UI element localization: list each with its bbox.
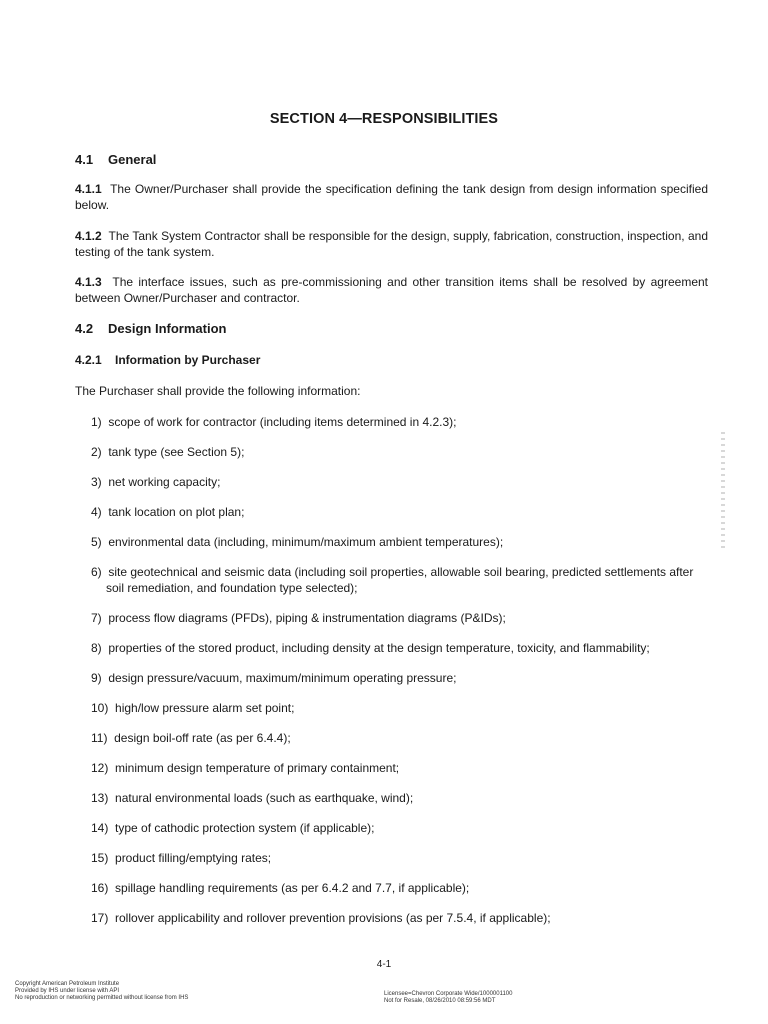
section-title: SECTION 4—RESPONSIBILITIES [269,111,499,127]
heading-4-1 [75,152,156,167]
paragraph-text: The Tank System Contractor shall be responsible for the design, supply, fabrication, construction, inspection, and testing of the tank system. [75,229,709,259]
list-item: 14) type of cathodic protection system (if applicable); [91,821,375,835]
list-item: 15) product filling/emptying rates; [91,851,272,865]
list-item: 6) site geotechnical and seismic data (including soil properties, allowable soil bearing, predicted settlements after soil remediation, and foundation type selected); [91,565,694,595]
list-item: 1) scope of work for contractor (including items determined in 4.2.3); [91,415,457,429]
paragraph-number: 4.1.2 [75,229,102,243]
list-item: 2) tank type (see Section 5); [91,445,245,459]
heading-4-2 [75,321,226,336]
list-item: 8) properties of the stored product, including density at the design temperature, toxicity, and flammability; [91,641,650,655]
list-item: 16) spillage handling requirements (as per 6.4.2 and 7.7, if applicable); [91,881,470,895]
paragraph-text: The Owner/Purchaser shall provide the specification defining the tank design from design information specified below. [75,182,708,212]
heading-number: 4.2 [75,321,94,336]
paragraph-4-1-2 [75,228,708,260]
list-item: 13) natural environmental loads (such as earthquake, wind); [91,791,414,805]
heading-text: Information by Purchaser [115,353,261,367]
paragraph-4-1-1 [75,181,708,213]
heading-4-2-1 [75,353,260,367]
heading-text: Design Information [108,321,227,336]
list-item: 11) design boil-off rate (as per 6.4.4); [91,731,291,745]
page-number: 4-1 [376,959,392,970]
list-item: 7) process flow diagrams (PFDs), piping & instrumentation diagrams (P&IDs); [91,611,506,625]
paragraph-4-1-3 [75,274,708,306]
heading-number: 4.2.1 [75,353,102,367]
paragraph-text: The interface issues, such as pre-commissioning and other transition items shall be resolved by agreement between Owner/Purchaser and contractor. [75,275,708,305]
footer-license: Licensee=Chevron Corporate Wide/1000001100 Not for Resale, 08/26/2010 08:59:56 MDT [384,991,513,1004]
list-item: 9) design pressure/vacuum, maximum/minimum operating pressure; [91,671,457,685]
list-intro: The Purchaser shall provide the following information: [75,384,361,398]
list-item: 10) high/low pressure alarm set point; [91,701,295,715]
paragraph-number: 4.1.3 [75,275,102,289]
list-item: 17) rollover applicability and rollover prevention provisions (as per 7.5.4, if applicable); [91,911,551,925]
heading-number: 4.1 [75,152,94,167]
list-item: 5) environmental data (including, minimum/maximum ambient temperatures); [91,535,504,549]
list-item: 12) minimum design temperature of primary containment; [91,761,400,775]
heading-text: General [108,152,157,167]
margin-mark [721,432,725,548]
footer-copyright: Copyright American Petroleum Institute Provided by IHS under license with API No reproduction or networking permitted without license from IHS [15,981,189,1001]
list-item: 4) tank location on plot plan; [91,505,245,519]
paragraph-number: 4.1.1 [75,182,102,196]
list-item: 3) net working capacity; [91,475,221,489]
